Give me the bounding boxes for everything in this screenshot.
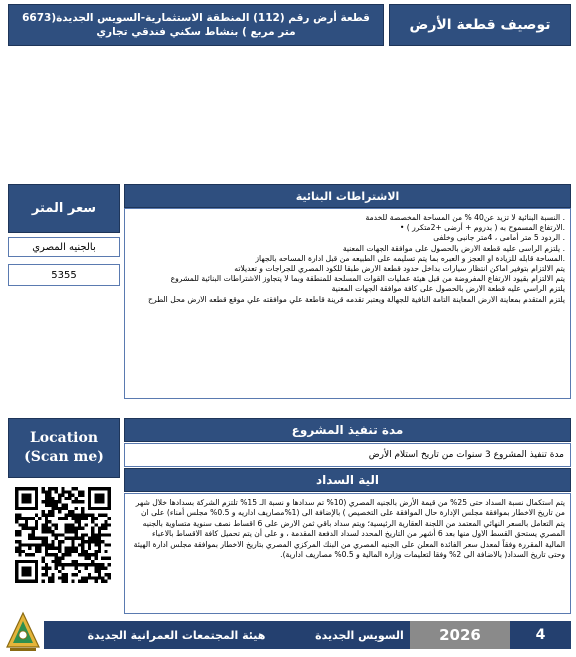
section-title: [389, 4, 571, 46]
payment-header: [124, 468, 571, 492]
authority-logo-icon: [4, 611, 42, 653]
land-description-text: قطعة أرض رقم (112) المنطقة الاستثمارية-السويس الجديدة(6673 متر مربع ) بنشاط سكني فندقي تجاري: [22, 12, 370, 38]
condition-line: يتم الالتزام بتوفير اماكن انتظار سيارات بداخل حدود قطعة الارض طبقا للكود المصري للجراجات و تعديلاته: [234, 264, 565, 274]
payment-text: يتم استكمال نسبة السداد حتى 25% من قيمة الأرض بالجنيه المصري (10% تم سدادها و نسبة الـ 15% تلتزم الشركة بسدادها خلال شهر من تاريخ الاخطار بموافقة مجلس الإدارة حال الموافقة على التخصيص ) بالإضافة الى (1%مصاريف اداريه و 0.5% مجلس أمناء) على ان يتم التعامل بالسعر النهائي المعتمد من اللجنة العقارية الرئيسية؛ ويتم سداد باقي ثمن الارض على 6 اقساط نصف سنوية متساوية بالجنيه المصري يستحق القسط الاول منها بعد 6 أشهر من التاريخ المحدد لسداد الدفعة المقدمة ، و على أن يتم تحميل كافة الاقساط بالاعباء المالية المقررة وفقاً لمعدل سعر الفائدة المعلن على الجنيه المصري من البنك المركزي المصري بتاريخ الاخطار بموافقة مجلس ادارة الهيئة وحتى تاريخ السداد( بالاضافة الى 2% وفقا لتعليمات وزارة المالية و 0.5% مصاريف ادارية).: [133, 498, 565, 560]
condition-line: يلتزم المتقدم بمعاينة الارض المعاينة التامة النافية للجهالة ويعتبر تقدمه قرينة قاطعة علي موافقته علي موقع قطعه الارض محل الطرح: [148, 294, 565, 304]
footer-authority: هيئة المجتمعات العمرانية الجديدة: [87, 628, 266, 642]
price-value: [8, 264, 120, 286]
price-label-text: سعر المتر: [31, 201, 97, 216]
location-title: Location: [29, 430, 99, 446]
payment-header-text: الية السداد: [315, 473, 379, 487]
price-label: [8, 184, 120, 233]
condition-line: . يلتزم الراسى عليه قطعة الارض بالحصول على موافقة الجهات المعنية: [342, 243, 565, 253]
land-description-title: [8, 4, 384, 46]
location-scan-hint: (Scan me): [24, 449, 104, 465]
period-header: [124, 418, 571, 442]
condition-line: .الارتفاع المسموح به ( بدروم + أرضى +2متكرر ) •: [399, 223, 565, 233]
conditions-header: [124, 184, 571, 208]
qr-code-icon[interactable]: [15, 487, 111, 583]
condition-line: .المساحة قابله للزيادة او العجز و العبره بما يتم تسليمه على الطبيعه من قبل ادارة المساحه بالجهاز: [255, 253, 565, 263]
price-value-text: 5355: [51, 269, 77, 281]
condition-line: . النسبة البنائية لا تزيد عن40 % من المساحة المخصصة للخدمة: [365, 213, 565, 222]
conditions-body: [124, 208, 571, 399]
price-unit: [8, 237, 120, 257]
section-title-text: توصيف قطعة الأرض: [409, 17, 551, 33]
footer-bar: [44, 621, 571, 649]
payment-body: [124, 493, 571, 614]
condition-line: يتم الالتزام بقيود الارتفاع المفروضة من قبل هيئة عمليات القوات المسلحة للمنطقة وبما لا يتجاوز الاشتراطات البنائية للمشروع: [170, 274, 565, 284]
page-number: 4: [535, 627, 546, 643]
period-body: [124, 443, 571, 467]
period-text: مدة تنفيذ المشروع 3 سنوات من تاريخ استلام الأرض: [368, 450, 564, 460]
condition-line: يلتزم الراسي عليه قطعة الارض بالحصول على كافة موافقة الجهات المعنية: [331, 284, 565, 294]
footer-city: السويس الجديدة: [315, 628, 404, 642]
price-unit-text: بالجنيه المصري: [32, 241, 96, 253]
period-header-text: مدة تنفيذ المشروع: [291, 423, 404, 437]
footer-year: 2026: [410, 621, 510, 649]
condition-line: . الردود 5 متر أمامى ، 4متر جانبى وخلفى: [433, 233, 565, 243]
location-label: [8, 418, 120, 478]
conditions-header-text: الاشتراطات البنائية: [295, 189, 400, 203]
